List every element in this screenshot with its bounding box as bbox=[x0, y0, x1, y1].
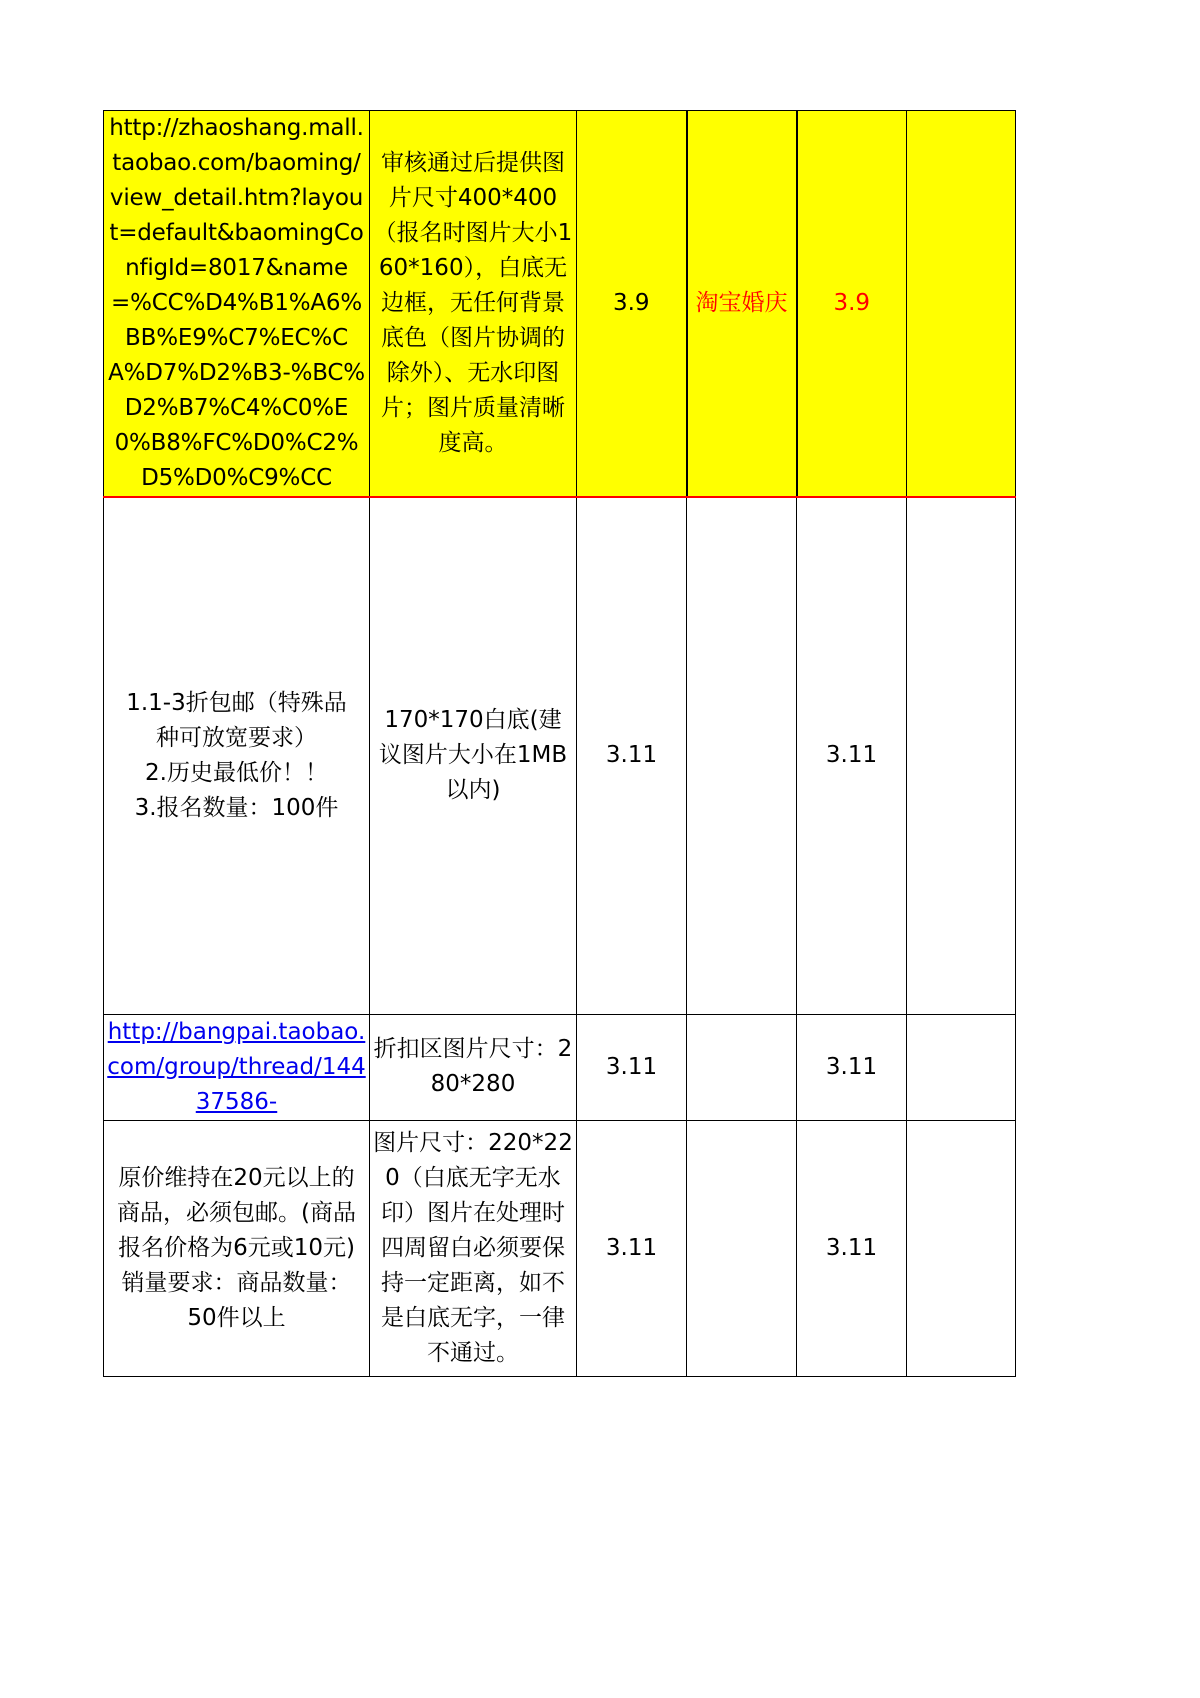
activity-name-cell bbox=[687, 497, 797, 1014]
signup-link-text[interactable]: http://zhaoshang.mall.taobao.com/baoming/view_detail.htm?layout=default&baomingConfigId=8017&name=%CC%D4%B1%A6%BB%E9%C7%EC%CA%D7%D2%B3-%BC%D2%B7%C4%C0%E0%B8%FC%D0%C2%D5%D0%C9%CC bbox=[108, 115, 365, 491]
image-requirement-cell: 审核通过后提供图片尺寸400*400（报名时图片大小160*160），白底无边框，无任何背景底色（图片协调的除外）、无水印图片；图片质量清晰度高。 bbox=[370, 111, 577, 498]
rules-cell bbox=[104, 1120, 370, 1376]
signup-link-cell bbox=[104, 1014, 370, 1120]
empty-cell bbox=[907, 1014, 1016, 1120]
date-cell: 3.9 bbox=[577, 111, 687, 498]
image-requirement-cell: 折扣区图片尺寸：280*280 bbox=[370, 1014, 577, 1120]
date-cell: 3.11 bbox=[577, 1014, 687, 1120]
table-row bbox=[104, 111, 1016, 498]
image-requirement-cell: 图片尺寸：220*220（白底无字无水印）图片在处理时四周留白必须要保持一定距离，如不是白底无字，一律不通过。 bbox=[370, 1120, 577, 1376]
rule-line: 3.报名数量：100件 bbox=[134, 794, 339, 821]
signup-link[interactable]: http://bangpai.taobao.com/group/thread/14437586- bbox=[107, 1018, 366, 1115]
rules-cell bbox=[104, 497, 370, 1014]
activity-table bbox=[103, 110, 1016, 1377]
signup-link-cell bbox=[104, 111, 370, 498]
rule-line: 2.历史最低价！！ bbox=[145, 759, 328, 786]
table-row bbox=[104, 1014, 1016, 1120]
empty-cell bbox=[907, 111, 1016, 498]
date-cell-secondary: 3.11 bbox=[797, 497, 907, 1014]
date-cell-secondary: 3.11 bbox=[797, 1120, 907, 1376]
activity-name-cell bbox=[687, 1014, 797, 1120]
date-cell: 3.11 bbox=[577, 497, 687, 1014]
table-row bbox=[104, 497, 1016, 1014]
empty-cell bbox=[907, 497, 1016, 1014]
activity-name-cell bbox=[687, 1120, 797, 1376]
date-cell-secondary: 3.11 bbox=[797, 1014, 907, 1120]
rule-line: 原价维持在20元以上的商品，必须包邮。(商品报名价格为6元或10元) bbox=[117, 1164, 356, 1261]
activity-name-cell: 淘宝婚庆 bbox=[687, 111, 797, 498]
table-row bbox=[104, 1120, 1016, 1376]
rule-line: 销量要求：商品数量：50件以上 bbox=[121, 1269, 352, 1331]
empty-cell bbox=[907, 1120, 1016, 1376]
date-cell: 3.11 bbox=[577, 1120, 687, 1376]
date-cell-secondary: 3.9 bbox=[797, 111, 907, 498]
image-requirement-cell: 170*170白底(建议图片大小在1MB以内) bbox=[370, 497, 577, 1014]
rule-line: 1.1-3折包邮（特殊品种可放宽要求） bbox=[126, 689, 347, 751]
